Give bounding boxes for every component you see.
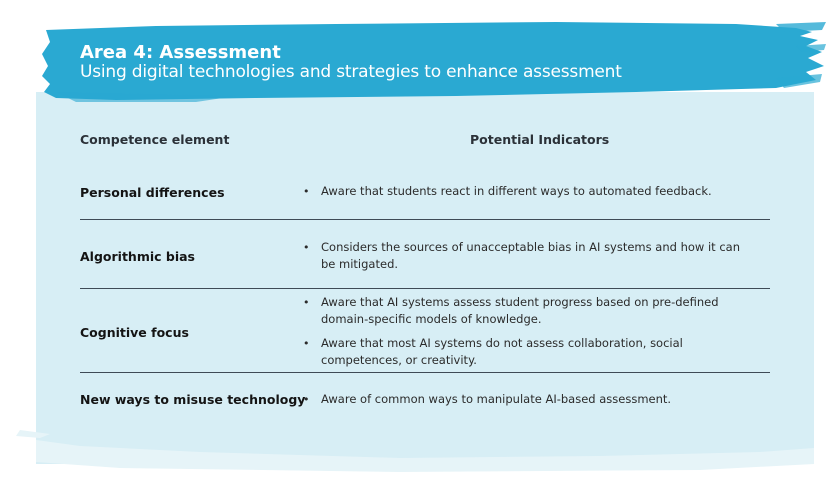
competence-element-label: New ways to misuse technology [80,392,306,407]
column-header-indicators: Potential Indicators [470,132,610,147]
column-header-competence: Competence element [80,132,230,147]
indicator-item: • Aware that most AI systems do not assess collaboration, social competences, or creativity. [301,335,751,369]
indicator-list [301,183,751,207]
indicator-item: • Aware of common ways to manipulate AI-based assessment. [301,391,751,408]
indicator-item: • Considers the sources of unacceptable bias in AI systems and how it can be mitigated. [301,239,751,273]
indicator-list [301,391,751,415]
row-divider [80,219,770,220]
competence-element-label: Cognitive focus [80,325,189,340]
competence-element-label: Algorithmic bias [80,249,195,264]
page-subtitle: Using digital technologies and strategies to enhance assessment [80,62,622,82]
indicator-list [301,239,751,280]
page-title: Area 4: Assessment [80,42,281,63]
indicator-item: • Aware that students react in different ways to automated feedback. [301,183,751,200]
competence-element-label: Personal differences [80,185,225,200]
row-divider [80,288,770,289]
indicator-list [301,294,751,376]
indicator-item: • Aware that AI systems assess student progress based on pre-defined domain-specific models of knowledge. [301,294,751,328]
row-divider [80,372,770,373]
